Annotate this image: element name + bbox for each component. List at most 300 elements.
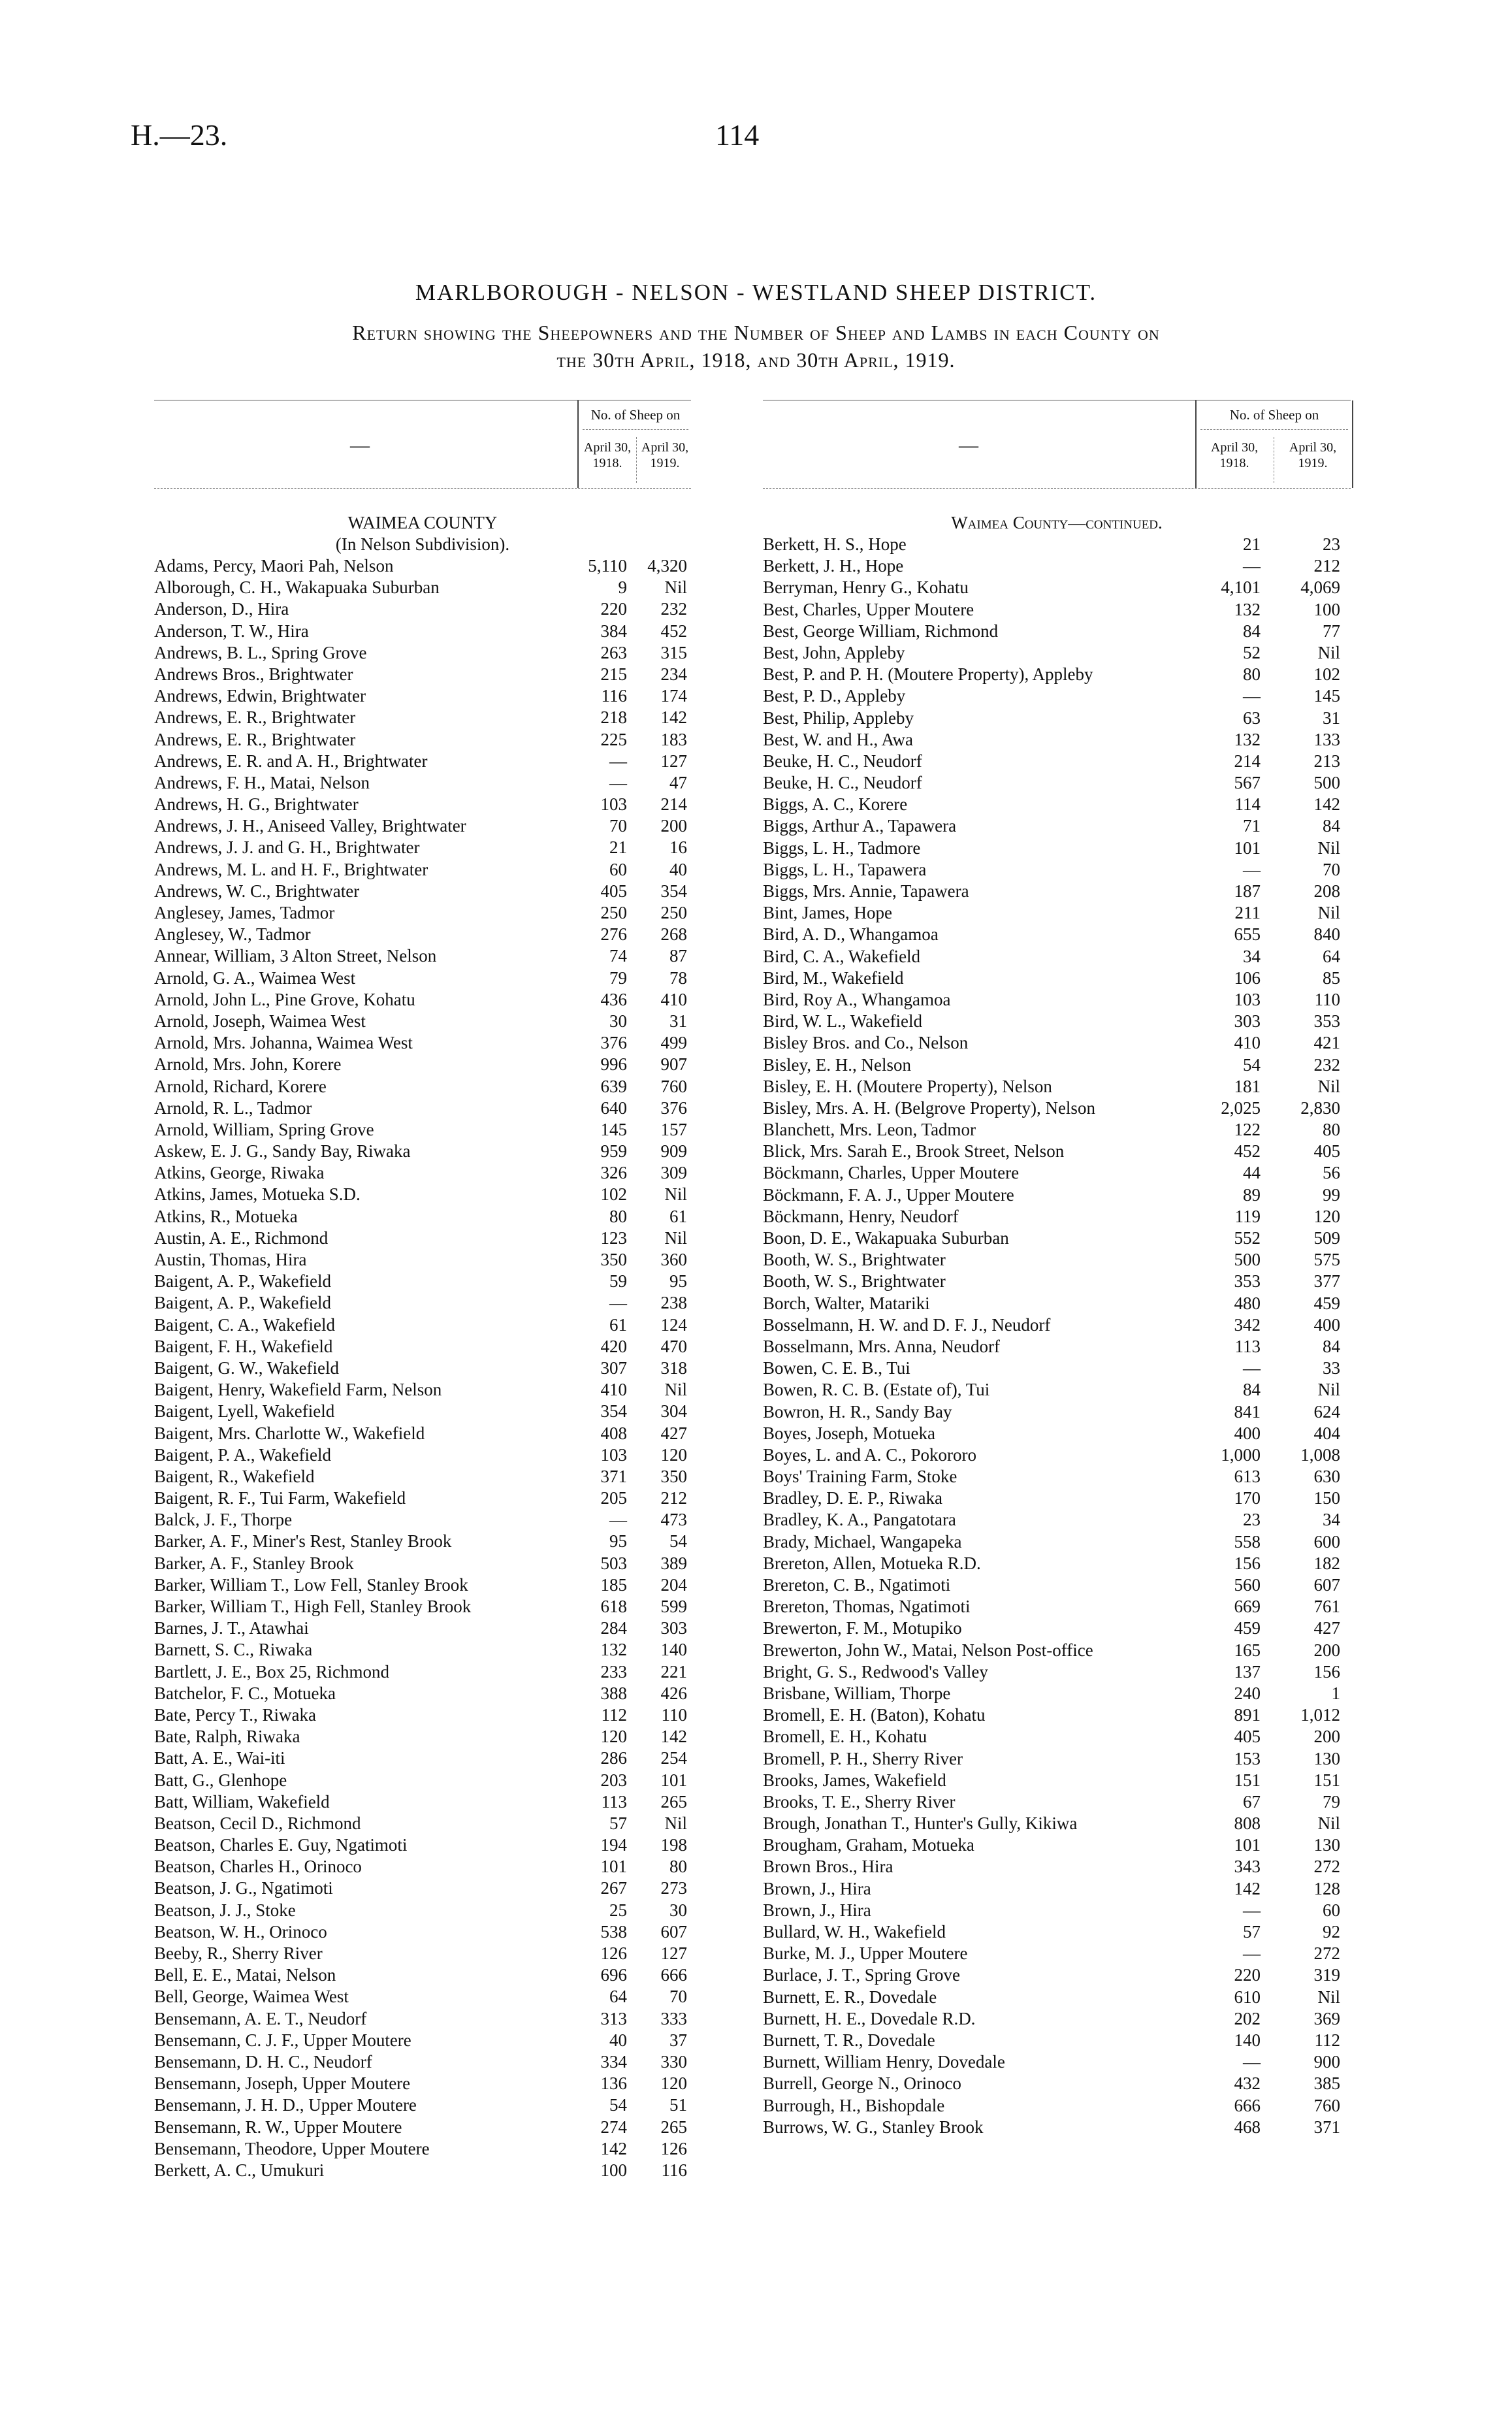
sheep-count-1919: 234	[660, 664, 687, 684]
sheep-count-1919: 509	[1313, 1228, 1340, 1248]
owner-name: Arnold, Mrs. Johanna, Waimea West	[154, 1033, 413, 1053]
sheep-count-1919: 133	[1313, 729, 1340, 749]
owner-name: Boyes, L. and A. C., Pokororo	[763, 1444, 976, 1465]
sheep-count-1918: 59	[609, 1271, 627, 1292]
owner-name: Bullard, W. H., Wakefield	[763, 1922, 946, 1942]
right-name-column-header: —	[959, 434, 978, 456]
left-name-column-header: —	[350, 434, 370, 456]
owner-name: Baigent, Lyell, Wakefield	[154, 1401, 335, 1422]
sheep-count-1919: 84	[1323, 1336, 1340, 1356]
owner-name: Beuke, H. C., Neudorf	[763, 751, 922, 771]
table-row	[154, 968, 691, 989]
owner-name: Balck, J. F., Thorpe	[154, 1510, 293, 1530]
owner-name: Beatson, Charles E. Guy, Ngatimoti	[154, 1835, 408, 1855]
sheep-count-1919: 360	[660, 1250, 687, 1269]
subtitle-line-2: the 30th April, 1918, and 30th April, 1919.	[556, 348, 956, 372]
owner-name: Baigent, P. A., Wakefield	[154, 1444, 332, 1465]
owner-name: Baigent, Henry, Wakefield Farm, Nelson	[154, 1380, 442, 1400]
sheep-count-1919: 353	[1313, 1011, 1340, 1032]
table-row	[763, 685, 1351, 707]
table-row	[154, 1098, 691, 1119]
owner-name: Batt, G., Glenhope	[154, 1770, 287, 1790]
sheep-count-1918: —	[1243, 1943, 1261, 1964]
sheep-count-1919: 212	[660, 1488, 687, 1508]
sheep-count-1919: 2,830	[1300, 1098, 1340, 1118]
table-row	[154, 577, 691, 598]
sheep-count-1918: 74	[609, 946, 627, 966]
sheep-count-1919: 130	[1313, 1748, 1340, 1768]
sheep-count-1919: 116	[661, 2160, 687, 2180]
sheep-count-1919: 410	[660, 989, 687, 1009]
table-row	[154, 1661, 691, 1683]
owner-name: Atkins, James, Motueka S.D.	[154, 1184, 361, 1205]
owner-name: Baigent, R., Wakefield	[154, 1466, 315, 1486]
left-table	[154, 400, 691, 2181]
table-row	[154, 1076, 691, 1098]
sheep-count-1919: Nil	[664, 1380, 687, 1400]
sheep-count-1918: 67	[1243, 1791, 1261, 1812]
owner-name: Burrell, George N., Orinoco	[763, 2073, 961, 2094]
table-row	[763, 1401, 1351, 1423]
sheep-count-1919: 1	[1331, 1683, 1340, 1703]
sheep-count-1919: 101	[660, 1770, 687, 1790]
owner-name: Biggs, L. H., Tadmore	[763, 837, 921, 858]
sheep-count-1918: 432	[1234, 2073, 1261, 2094]
sheep-count-1918: —	[1243, 1358, 1261, 1378]
sheep-count-1918: 25	[609, 1900, 627, 1920]
table-row	[154, 1336, 691, 1358]
sheep-count-1919: 309	[660, 1163, 687, 1183]
sheep-count-1919: 174	[660, 686, 687, 706]
right-group-title: No. of Sheep on	[1229, 407, 1319, 423]
owner-name: Andrews, M. L. and H. F., Brightwater	[154, 859, 428, 879]
owner-name: Beeby, R., Sherry River	[154, 1943, 323, 1963]
sheep-count-1918: 120	[600, 1727, 627, 1747]
sheep-count-1918: 21	[609, 837, 627, 858]
table-row	[763, 1162, 1351, 1184]
sheep-count-1919: 426	[660, 1683, 687, 1703]
sheep-count-1919: Nil	[1317, 1987, 1340, 2007]
left-col-1918-header: April 30, 1918.	[583, 440, 632, 470]
owner-name: Anderson, D., Hira	[154, 599, 289, 619]
sheep-count-1919: 232	[660, 599, 687, 619]
table-row	[763, 1618, 1351, 1639]
table-row	[154, 1379, 691, 1401]
table-row	[763, 2117, 1351, 2138]
owner-name: Brown Bros., Hira	[763, 1857, 893, 1877]
sheep-count-1919: 54	[669, 1531, 687, 1552]
owner-name: Bisley, E. H., Nelson	[763, 1054, 911, 1075]
sheep-count-1919: 607	[1313, 1575, 1340, 1595]
owner-name: Brough, Jonathan T., Hunter's Gully, Kikiwa	[763, 1813, 1078, 1834]
owner-name: Baigent, A. P., Wakefield	[154, 1293, 332, 1313]
sheep-count-1918: 102	[600, 1184, 627, 1205]
right-col-1918-header: April 30, 1918.	[1210, 440, 1259, 470]
table-row	[154, 1401, 691, 1422]
sheep-count-1918: 34	[1243, 946, 1261, 966]
owner-name: Burrows, W. G., Stanley Brook	[763, 2117, 984, 2137]
sheep-count-1918: 343	[1234, 1857, 1261, 1877]
sheep-count-1918: 655	[1234, 924, 1261, 945]
table-row	[154, 1271, 691, 1292]
owner-name: Andrews, Edwin, Brightwater	[154, 686, 366, 706]
owner-name: Beuke, H. C., Neudorf	[763, 773, 922, 793]
sheep-count-1918: 610	[1234, 1987, 1261, 2007]
owner-name: Best, W. and H., Awa	[763, 729, 914, 749]
table-row	[763, 751, 1351, 772]
table-row	[763, 1987, 1351, 2008]
sheep-count-1919: 499	[660, 1033, 687, 1053]
owner-name: Andrews, E. R., Brightwater	[154, 729, 356, 749]
sheep-count-1919: 102	[1313, 664, 1340, 685]
table-row	[763, 664, 1351, 685]
sheep-count-1919: 200	[1313, 1640, 1340, 1660]
owner-name: Best, P. and P. H. (Moutere Property), Appleby	[763, 664, 1093, 685]
sheep-count-1918: 202	[1234, 2008, 1261, 2028]
right-table-body	[763, 534, 1351, 2138]
sheep-count-1918: 350	[600, 1250, 627, 1269]
owner-name: Andrews, J. J. and G. H., Brightwater	[154, 837, 420, 858]
sheep-count-1918: 100	[600, 2160, 627, 2180]
owner-name: Annear, William, 3 Alton Street, Nelson	[154, 946, 437, 966]
sheep-count-1918: 353	[1234, 1271, 1261, 1292]
owner-name: Brereton, Allen, Motueka R.D.	[763, 1553, 981, 1573]
table-row	[763, 1249, 1351, 1271]
owner-name: Atkins, R., Motueka	[154, 1206, 298, 1226]
sheep-count-1919: 145	[1313, 686, 1340, 706]
table-row	[763, 1964, 1351, 1986]
table-row	[763, 1726, 1351, 1748]
sheep-count-1919: 110	[661, 1704, 687, 1725]
table-row	[763, 1509, 1351, 1531]
table-row	[763, 1054, 1351, 1076]
sheep-count-1919: 127	[660, 1943, 687, 1963]
owner-name: Burnett, E. R., Dovedale	[763, 1987, 937, 2007]
table-row	[154, 1943, 691, 1964]
sheep-count-1919: 198	[660, 1835, 687, 1855]
sheep-count-1919: 4,069	[1300, 577, 1340, 598]
owner-name: Andrews, F. H., Matai, Nelson	[154, 772, 370, 792]
table-row	[763, 1704, 1351, 1726]
owner-name: Böckmann, Charles, Upper Moutere	[763, 1163, 1020, 1183]
sheep-count-1919: 30	[669, 1900, 687, 1920]
sheep-count-1918: 52	[1243, 642, 1261, 662]
sheep-count-1918: 468	[1234, 2117, 1261, 2137]
owner-name: Batchelor, F. C., Motueka	[154, 1683, 336, 1703]
sheep-count-1918: 119	[1234, 1206, 1261, 1226]
sheep-count-1918: 103	[600, 794, 627, 815]
table-row	[763, 1878, 1351, 1900]
table-row	[763, 707, 1351, 729]
sheep-count-1919: 909	[660, 1141, 687, 1162]
sheep-count-1919: 265	[660, 2117, 687, 2137]
table-row	[763, 2051, 1351, 2073]
sheep-count-1919: 31	[669, 1011, 687, 1031]
sheep-count-1918: 342	[1234, 1314, 1261, 1335]
sheep-count-1919: 404	[1313, 1423, 1340, 1443]
page-number: 114	[715, 118, 760, 152]
sheep-count-1919: 85	[1323, 968, 1340, 988]
table-row	[763, 859, 1351, 881]
owner-name: Blanchett, Mrs. Leon, Tadmor	[763, 1120, 976, 1140]
table-row	[154, 598, 691, 620]
sheep-count-1918: 79	[609, 968, 627, 988]
sheep-count-1918: 250	[600, 903, 627, 922]
table-row	[154, 685, 691, 707]
right-table	[763, 400, 1351, 2138]
sheep-count-1919: 265	[660, 1791, 687, 1812]
table-row	[154, 1228, 691, 1249]
sheep-count-1918: 334	[600, 2051, 627, 2072]
owner-name: Burke, M. J., Upper Moutere	[763, 1943, 968, 1964]
owner-name: Bate, Percy T., Riwaka	[154, 1704, 316, 1725]
sheep-count-1918: —	[609, 1293, 627, 1313]
table-row	[763, 902, 1351, 924]
sheep-count-1919: Nil	[1317, 903, 1340, 923]
sheep-count-1919: 200	[660, 816, 687, 836]
sheep-count-1918: 5,110	[588, 556, 627, 576]
sheep-count-1918: 405	[600, 881, 627, 901]
table-row	[763, 642, 1351, 664]
table-row	[763, 599, 1351, 621]
owner-name: Andrews Bros., Brightwater	[154, 664, 353, 684]
sheep-count-1918: 503	[600, 1553, 627, 1573]
owner-name: Bensemann, R. W., Upper Moutere	[154, 2117, 402, 2137]
table-row	[763, 534, 1351, 555]
sheep-count-1918: 560	[1234, 1575, 1261, 1595]
sheep-count-1918: 136	[600, 2073, 627, 2094]
sheep-count-1918: 21	[1243, 534, 1261, 554]
table-row	[763, 1748, 1351, 1770]
sheep-count-1919: 99	[1323, 1184, 1340, 1205]
table-row	[154, 664, 691, 685]
owner-name: Biggs, A. C., Korere	[763, 794, 908, 815]
table-row	[154, 1791, 691, 1813]
table-row	[763, 1032, 1351, 1054]
owner-name: Bisley, Mrs. A. H. (Belgrove Property), Nelson	[763, 1098, 1095, 1118]
left-col-1919-header: April 30, 1919.	[641, 440, 689, 470]
sheep-count-1918: 666	[1234, 2095, 1261, 2115]
sheep-count-1918: 126	[600, 1943, 627, 1963]
table-row	[763, 1553, 1351, 1574]
sheep-count-1919: 64	[1323, 946, 1340, 966]
sheep-count-1918: 170	[1234, 1488, 1261, 1508]
document-reference: H.—23.	[131, 118, 228, 152]
sheep-count-1919: 907	[660, 1054, 687, 1075]
table-row	[763, 1336, 1351, 1358]
table-row	[154, 1509, 691, 1531]
owner-name: Barker, A. F., Miner's Rest, Stanley Brook	[154, 1531, 452, 1552]
table-row	[763, 1791, 1351, 1813]
sheep-count-1919: 272	[1313, 1943, 1340, 1964]
sheep-count-1918: 286	[600, 1748, 627, 1768]
table-row	[763, 1228, 1351, 1249]
sheep-count-1919: 268	[660, 924, 687, 945]
table-row	[154, 1141, 691, 1162]
table-row	[154, 1184, 691, 1205]
owner-name: Berryman, Henry G., Kohatu	[763, 577, 969, 598]
sheep-count-1918: 140	[1234, 2030, 1261, 2050]
owner-name: Berkett, J. H., Hope	[763, 556, 904, 576]
table-row	[763, 1640, 1351, 1661]
sheep-count-1918: 2,025	[1221, 1098, 1261, 1118]
table-row	[154, 1639, 691, 1661]
sheep-count-1918: 558	[1234, 1531, 1261, 1552]
sheep-count-1918: 220	[600, 599, 627, 619]
table-row	[763, 1011, 1351, 1032]
sheep-count-1918: 61	[609, 1314, 627, 1335]
table-row	[154, 2117, 691, 2138]
owner-name: Baigent, C. A., Wakefield	[154, 1314, 336, 1335]
sheep-count-1918: 80	[1243, 664, 1261, 685]
owner-name: Burnett, T. R., Dovedale	[763, 2030, 935, 2050]
sheep-count-1919: 400	[1313, 1314, 1340, 1335]
sheep-count-1919: 51	[669, 2095, 687, 2115]
table-row	[763, 968, 1351, 989]
left-table-body	[154, 555, 691, 2181]
right-county-heading: Waimea County—continued.	[951, 513, 1163, 532]
owner-name: Bird, Roy A., Whangamoa	[763, 989, 951, 1009]
owner-name: Brooks, T. E., Sherry River	[763, 1791, 956, 1812]
owner-name: Brougham, Graham, Motueka	[763, 1835, 974, 1855]
sheep-count-1919: 37	[669, 2030, 687, 2050]
owner-name: Anglesey, James, Tadmor	[154, 903, 335, 922]
sheep-count-1918: 103	[600, 1444, 627, 1465]
sheep-count-1918: 218	[600, 707, 627, 728]
owner-name: Bosselmann, Mrs. Anna, Neudorf	[763, 1336, 1000, 1356]
table-row	[763, 1314, 1351, 1336]
owner-name: Best, P. D., Appleby	[763, 686, 906, 706]
table-row	[154, 2160, 691, 2181]
sheep-count-1919: 473	[660, 1510, 687, 1530]
owner-name: Baigent, Mrs. Charlotte W., Wakefield	[154, 1423, 425, 1443]
sheep-count-1918: 618	[600, 1597, 627, 1616]
owner-name: Bensemann, D. H. C., Neudorf	[154, 2051, 372, 2072]
table-row	[763, 1683, 1351, 1704]
owner-name: Brewerton, F. M., Motupiko	[763, 1618, 962, 1638]
sheep-count-1919: 354	[660, 881, 687, 901]
table-row	[154, 751, 691, 772]
table-row	[154, 1249, 691, 1271]
sheep-count-1918: 112	[601, 1704, 627, 1725]
owner-name: Batt, William, Wakefield	[154, 1791, 330, 1812]
table-row	[763, 837, 1351, 859]
sheep-count-1919: 600	[1313, 1531, 1340, 1552]
table-row	[154, 1553, 691, 1574]
owner-name: Brown, J., Hira	[763, 1900, 871, 1920]
sheep-count-1918: 1,000	[1221, 1444, 1261, 1465]
table-row	[763, 772, 1351, 794]
owner-name: Beatson, Cecil D., Richmond	[154, 1813, 361, 1833]
table-row	[763, 794, 1351, 815]
owner-name: Arnold, Richard, Korere	[154, 1076, 327, 1096]
sheep-count-1919: Nil	[1317, 1076, 1340, 1096]
owner-name: Bensemann, Theodore, Upper Moutere	[154, 2138, 430, 2158]
table-row	[154, 1683, 691, 1704]
sheep-count-1918: 145	[600, 1119, 627, 1139]
owner-name: Brisbane, William, Thorpe	[763, 1683, 951, 1703]
left-group-title: No. of Sheep on	[590, 407, 681, 423]
sheep-count-1918: 95	[609, 1531, 627, 1552]
owner-name: Anderson, T. W., Hira	[154, 621, 309, 641]
sheep-count-1919: 371	[1313, 2117, 1340, 2137]
sheep-count-1919: 183	[660, 729, 687, 749]
sheep-count-1918: 696	[600, 1965, 627, 1985]
owner-name: Bisley, E. H. (Moutere Property), Nelson	[763, 1076, 1052, 1096]
table-row	[763, 989, 1351, 1011]
sheep-count-1918: 538	[600, 1921, 627, 1942]
owner-name: Bowen, C. E. B., Tui	[763, 1358, 910, 1378]
table-row	[154, 729, 691, 751]
sheep-count-1919: 421	[1313, 1033, 1340, 1053]
owner-name: Andrews, E. R., Brightwater	[154, 707, 356, 728]
owner-name: Alborough, C. H., Wakapuaka Suburban	[154, 577, 440, 598]
sheep-count-1919: 1,012	[1300, 1705, 1340, 1725]
sheep-count-1919: 70	[1323, 859, 1340, 879]
table-row	[763, 1358, 1351, 1379]
sheep-count-1919: 599	[660, 1597, 687, 1616]
table-row	[154, 1488, 691, 1509]
sheep-count-1918: 410	[600, 1380, 627, 1400]
sheep-count-1919: 500	[1313, 773, 1340, 793]
owner-name: Böckmann, F. A. J., Upper Moutere	[763, 1184, 1014, 1205]
owner-name: Anglesey, W., Tadmor	[154, 924, 311, 945]
table-row	[763, 1661, 1351, 1683]
sheep-count-1918: 60	[609, 859, 627, 879]
sheep-count-1919: 377	[1313, 1271, 1340, 1292]
table-row	[154, 642, 691, 664]
sheep-count-1919: 77	[1323, 621, 1340, 641]
sheep-count-1919: 1,008	[1300, 1444, 1340, 1465]
table-row	[763, 1271, 1351, 1292]
right-col-1919-header: April 30, 1919.	[1289, 440, 1337, 470]
sheep-count-1919: 182	[1313, 1553, 1340, 1573]
sheep-count-1918: 354	[600, 1401, 627, 1422]
sheep-count-1918: 639	[600, 1076, 627, 1096]
sheep-count-1918: 101	[1234, 837, 1261, 858]
sheep-count-1919: 120	[660, 1444, 687, 1465]
sheep-count-1919: 60	[1323, 1900, 1340, 1920]
sheep-count-1918: —	[609, 1510, 627, 1530]
owner-name: Arnold, William, Spring Grove	[154, 1119, 374, 1139]
owner-name: Boon, D. E., Wakapuaka Suburban	[763, 1228, 1009, 1248]
owner-name: Burlace, J. T., Spring Grove	[763, 1965, 960, 1985]
owner-name: Andrews, J. H., Aniseed Valley, Brightwater	[154, 816, 466, 836]
sheep-count-1918: 187	[1234, 881, 1261, 901]
table-row	[763, 1184, 1351, 1206]
table-row	[154, 1813, 691, 1834]
table-row	[763, 1596, 1351, 1618]
sheep-count-1918: 185	[600, 1574, 627, 1595]
table-row	[154, 1770, 691, 1791]
sheep-count-1918: 101	[1234, 1835, 1261, 1855]
owner-name: Baigent, F. H., Wakefield	[154, 1336, 333, 1356]
sheep-count-1918: 452	[1234, 1141, 1261, 1162]
sheep-count-1918: —	[1243, 859, 1261, 879]
sheep-count-1919: 4,320	[647, 556, 687, 576]
owner-name: Bird, M., Wakefield	[763, 968, 904, 988]
subtitle-line-1: Return showing the Sheepowners and the Number of Sheep and Lambs in each County on	[352, 321, 1160, 344]
table-row	[154, 2008, 691, 2030]
sheep-count-1919: 23	[1323, 534, 1340, 554]
table-row	[154, 989, 691, 1011]
sheep-count-1918: 84	[1243, 1380, 1261, 1400]
sheep-count-1919: 70	[669, 1987, 687, 2007]
sheep-count-1918: 808	[1234, 1813, 1261, 1834]
sheep-count-1918: 215	[600, 664, 627, 684]
sheep-count-1919: 56	[1323, 1163, 1340, 1183]
owner-name: Burnett, William Henry, Dovedale	[763, 2052, 1005, 2072]
